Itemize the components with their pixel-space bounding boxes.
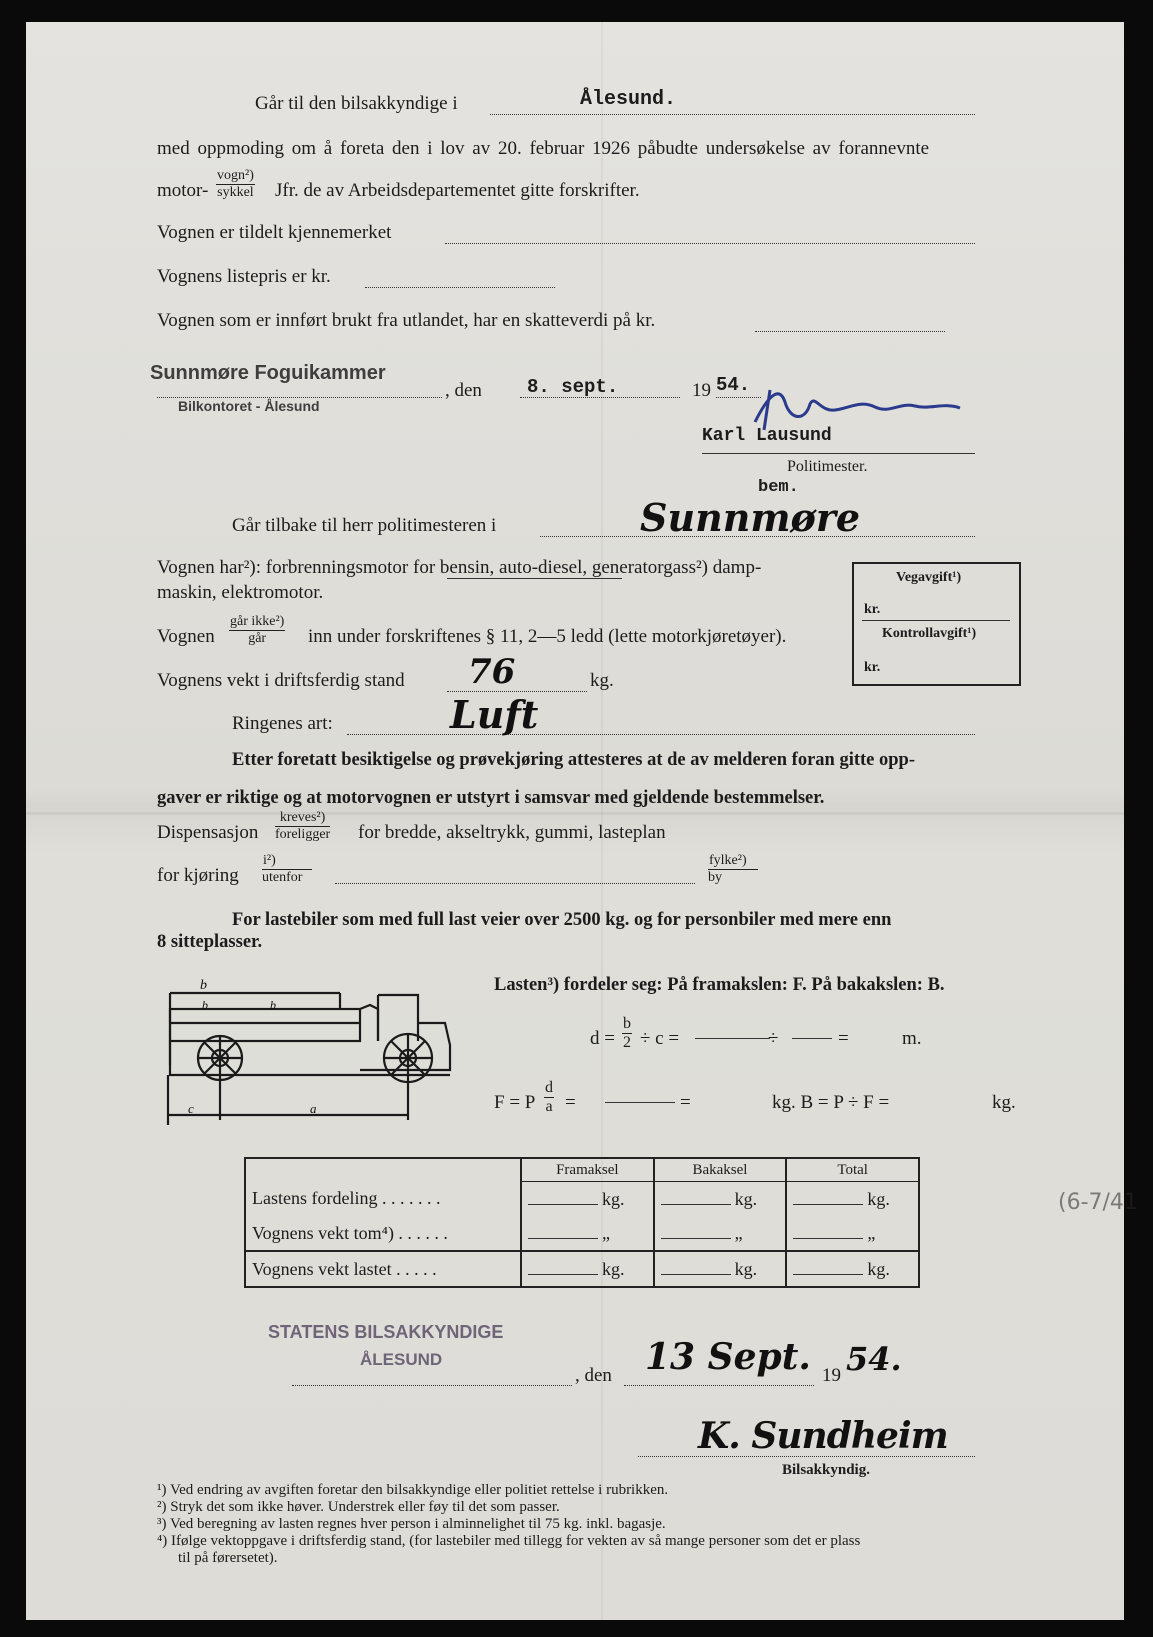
dim-a-label: a [310, 1101, 317, 1116]
inspector-year-prefix: 19 [822, 1365, 841, 1386]
a-label: a [545, 1098, 553, 1115]
two-label: 2 [623, 1034, 631, 1051]
table-cell: kg. [521, 1182, 654, 1217]
by-label: by [708, 870, 722, 885]
dim-b2-label: b [202, 998, 208, 1012]
tires-line [347, 734, 975, 735]
vegavgift-label: Vegavgift¹) [896, 570, 962, 585]
engine-line2: maskin, elektromotor. [157, 582, 324, 603]
fylke-label: fylke²) [708, 853, 758, 870]
foreligger-label: foreligger [275, 827, 331, 842]
formula-d-line2 [792, 1038, 832, 1039]
inspector-date-line [624, 1385, 814, 1386]
gar-fraction [229, 614, 285, 647]
dim-b2b-label: b [270, 998, 276, 1012]
goes-to-value: Ålesund. [580, 88, 677, 111]
goes-to-line [490, 114, 975, 115]
formula-f: F = P [494, 1092, 536, 1113]
row-label: Vognens vekt tom⁴) . . . . . . [245, 1216, 521, 1251]
vegavgift-line [862, 620, 1010, 621]
formula-d-rest: ÷ c = [640, 1028, 680, 1049]
row-label: Vognens vekt lastet . . . . . [245, 1251, 521, 1287]
inspector-den: , den [575, 1365, 612, 1386]
table-row [245, 1251, 919, 1287]
gar-ikke-label: går ikke²) [230, 614, 285, 629]
kontrollavgift-label: Kontrollavgift¹) [882, 626, 977, 641]
return-value: Sunnmøre [640, 495, 861, 540]
dim-b-label: b [200, 978, 207, 993]
b-over-2 [622, 1015, 632, 1052]
table-cell: „ [654, 1216, 787, 1251]
plate-line [445, 243, 975, 244]
police-stamp-line1: Sunnmøre Foguikammer [150, 362, 386, 384]
fee-box [852, 562, 1021, 686]
weight-value: 76 [468, 652, 516, 692]
kreves-label: kreves²) [275, 810, 330, 827]
formula-f-line [605, 1102, 675, 1103]
footnote-1: ¹) Ved endring av avgiften foretar den bilsakkyndige eller politiet rettelse i rubrikken. [157, 1482, 669, 1498]
formula-kg-b: kg. B = P ÷ F = [772, 1092, 890, 1113]
footnote-4-cont: til på førersetet). [178, 1550, 278, 1566]
inspector-title: Bilsakkyndig. [782, 1462, 870, 1478]
margin-pencil-note: (6-7/41 [1058, 1190, 1138, 1215]
attest-line1: Etter foretatt besiktigelse og prøvekjøring attesteres at de av melderen foran gitte opp- [232, 750, 915, 770]
table-cell: kg. [786, 1251, 919, 1287]
police-sign-line [702, 453, 975, 454]
inspector-sign-line [638, 1456, 975, 1457]
request-line: med oppmoding om å foreta den i lov av 20. februar 1926 påbudte undersøkelse av forannevnte [157, 138, 930, 159]
truck-line2: 8 sitteplasser. [157, 932, 263, 952]
disp-suffix: for bredde, akseltrykk, gummi, lasteplan [358, 822, 666, 843]
gar-label: går [248, 631, 267, 646]
table-corner [245, 1158, 521, 1182]
police-title: Politimester. [787, 458, 868, 475]
truck-line1: For lastebiler som med full last veier over 2500 kg. og for personbiler med mere enn [232, 910, 892, 930]
inspector-place-line [292, 1385, 572, 1386]
load-distribution-table [244, 1157, 920, 1288]
truck-diagram [160, 975, 460, 1140]
table-row [245, 1182, 919, 1217]
footnote-2: ²) Stryk det som ikke høver. Understrek eller føy til det som passer. [157, 1499, 560, 1515]
d-label: d [545, 1079, 553, 1096]
load-intro: Lasten³) fordeler seg: På framakslen: F. På bakakslen: B. [494, 975, 945, 995]
list-price-label: Vognens listepris er kr. [157, 266, 331, 287]
b-label: b [623, 1015, 631, 1032]
formula-eq2: = [680, 1092, 691, 1113]
sykkel-label: sykkel [217, 185, 254, 200]
header-bakaksel: Bakaksel [654, 1158, 787, 1182]
table-cell: kg. [654, 1182, 787, 1217]
kontrollavgift-kr: kr. [864, 660, 881, 675]
d-over-a [544, 1079, 554, 1116]
formula-f-rest: = [565, 1092, 576, 1113]
i-utenfor-fraction [262, 853, 312, 886]
police-name: Karl Lausund [702, 426, 832, 446]
police-den: , den [445, 380, 482, 401]
header-total: Total [786, 1158, 919, 1182]
fold-line [26, 812, 1124, 815]
formula-kg-end: kg. [992, 1092, 1016, 1113]
list-price-line [365, 287, 555, 288]
table-cell: „ [786, 1216, 919, 1251]
row-label: Lastens fordeling . . . . . . . [245, 1182, 521, 1217]
footnote-4: ⁴) Ifølge vektoppgave i driftsferdig stand, (for lastebiler med tillegg for vekten av så mange personer som det er plass [157, 1533, 861, 1549]
police-year-prefix: 19 [692, 380, 711, 401]
import-value-label: Vognen som er innført brukt fra utlandet, har en skatteverdi på kr. [157, 310, 656, 331]
police-place-line [157, 397, 442, 398]
attest-line2: gaver er riktige og at motorvognen er utstyrt i samsvar med gjeldende bestemmelser. [157, 788, 825, 808]
table-row [245, 1216, 919, 1251]
goes-to-label: Går til den bilsakkyndige i [255, 93, 458, 114]
police-year: 54. [716, 374, 751, 396]
inspector-stamp-line1: STATENS BILSAKKYNDIGE [268, 1322, 504, 1342]
vegavgift-kr: kr. [864, 602, 881, 617]
inspector-date: 13 Sept. [645, 1336, 811, 1378]
formula-div: ÷ [768, 1028, 779, 1049]
formula-d: d = [590, 1028, 615, 1049]
motor-suffix: Jfr. de av Arbeidsdepartementet gitte forskrifter. [275, 180, 640, 201]
formula-eq: = [838, 1028, 849, 1049]
table-cell: kg. [654, 1251, 787, 1287]
vogn-sykkel-fraction [216, 168, 255, 201]
bensin-underline [447, 578, 622, 579]
formula-m: m. [902, 1028, 922, 1049]
table-cell: kg. [786, 1182, 919, 1217]
i-label: i²) [262, 853, 312, 870]
fylke-by-fraction [708, 853, 758, 886]
goes-suffix: inn under forskriftenes § 11, 2—5 ledd (lette motorkjøretøyer). [308, 626, 787, 647]
footnote-3: ³) Ved beregning av lasten regnes hver person i alminnelighet til 75 kg. inkl. bagasje. [157, 1516, 666, 1532]
header-framaksel: Framaksel [521, 1158, 654, 1182]
kreves-fraction [275, 810, 330, 843]
disp-prefix: Dispensasjon [157, 822, 259, 843]
engine-line1: Vognen har²): forbrenningsmotor for bensin, auto-diesel, generatorgass²) damp- [157, 557, 762, 578]
weight-label: Vognens vekt i driftsferdig stand [157, 670, 405, 691]
utenfor-label: utenfor [262, 870, 303, 885]
tires-value: Luft [450, 692, 539, 737]
police-stamp-line2: Bilkontoret - Ålesund [178, 398, 320, 414]
plate-label: Vognen er tildelt kjennemerket [157, 222, 392, 243]
kjoring-line [335, 883, 695, 884]
vogn-label: vogn²) [217, 168, 254, 183]
formula-d-line1 [695, 1038, 770, 1039]
table-cell: „ [521, 1216, 654, 1251]
tires-label: Ringenes art: [232, 713, 333, 734]
police-bem: bem. [758, 478, 799, 497]
inspector-stamp-line2: ÅLESUND [360, 1350, 443, 1369]
table-cell: kg. [521, 1251, 654, 1287]
return-label: Går tilbake til herr politimesteren i [232, 515, 497, 536]
for-kjoring: for kjøring [157, 865, 239, 886]
inspector-year: 54. [846, 1340, 902, 1378]
police-date: 8. sept. [527, 376, 619, 398]
goes-prefix: Vognen [157, 626, 215, 647]
dim-c-label: c [188, 1101, 194, 1116]
import-value-line [755, 331, 945, 332]
weight-unit: kg. [590, 670, 614, 691]
inspector-signature: K. Sundheim [698, 1415, 948, 1457]
motor-prefix: motor- [157, 180, 209, 201]
